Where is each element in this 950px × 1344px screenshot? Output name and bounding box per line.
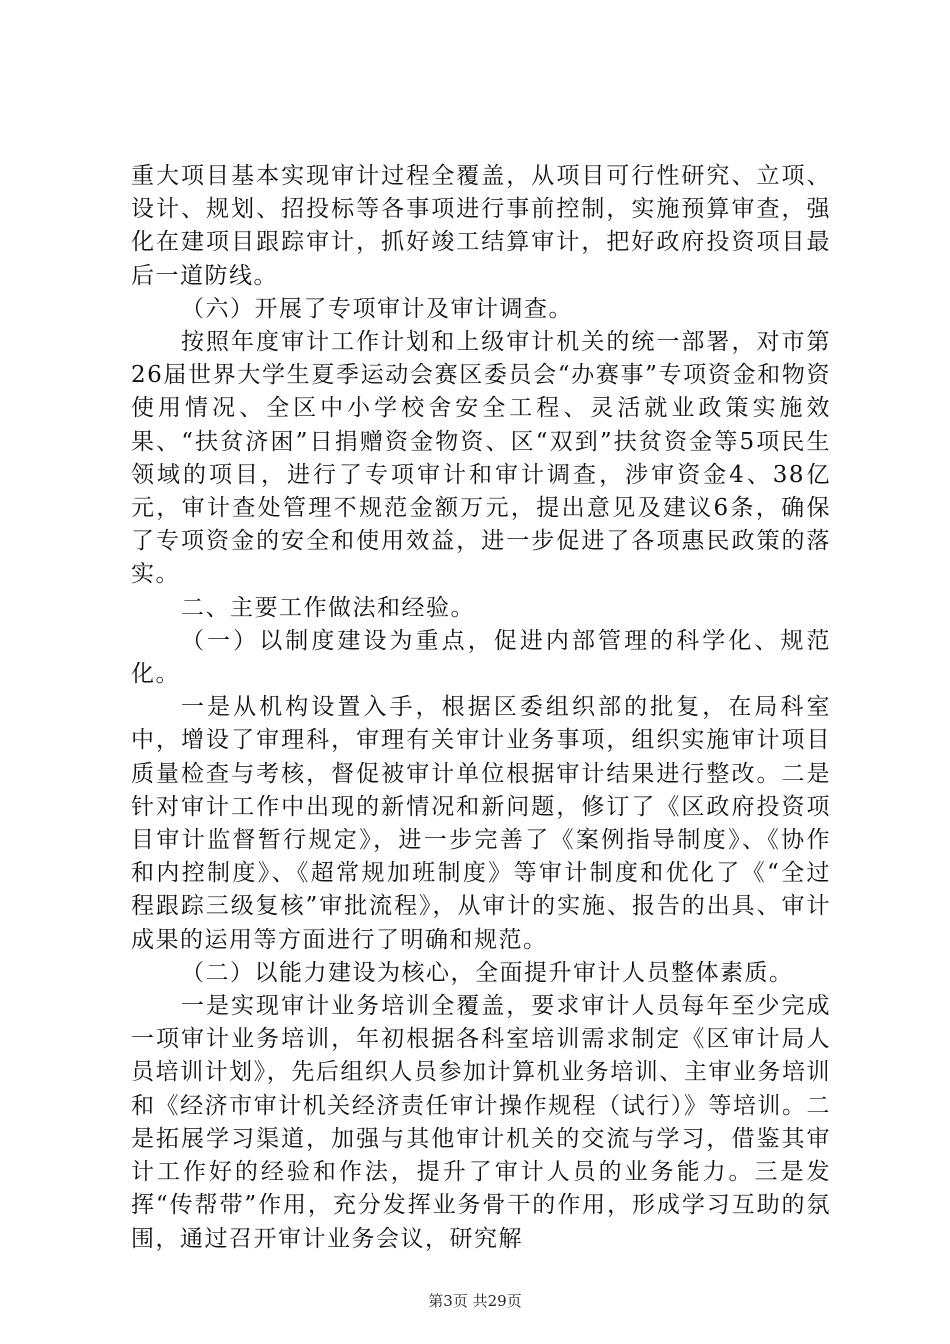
section-heading-special-audit: （六）开展了专项审计及审计调查。: [181, 295, 573, 322]
subsection-heading-capability: （二）以能力建设为核心，全面提升审计人员整体素质。: [181, 959, 794, 986]
page-number-footer: 第3页 共29页: [428, 1292, 522, 1310]
paragraph-capability: 一是实现审计业务培训全覆盖，要求审计人员每年至少完成一项审计业务培训，年初根据各科室培训需求制定《区审计局人员培训计划》，先后组织人员参加计算机业务培训、主审业务培训和《经济市审计机关经济责任审计操作规程（试行）》等培训。二是拓展学习渠道，加强与其他审计机关的交流与学习，借鉴其审计工作好的经验和作法，提升了审计人员的业务能力。三是发挥“传帮带”作用，充分发挥业务骨干的作用，形成学习互助的氛围，通过召开审计业务会议，研究解: [131, 993, 831, 1252]
section-heading-main-practices: 二、主要工作做法和经验。: [181, 594, 475, 621]
subsection-heading-institution: （一）以制度建设为重点，促进内部管理的科学化、规范化。: [131, 627, 831, 688]
paragraph-special-audit: 按照年度审计工作计划和上级审计机关的统一部署，对市第26届世界大学生夏季运动会赛区委员会“办赛事”专项资金和物资使用情况、全区中小学校舍安全工程、灵活就业政策实施效果、“扶贫济困”日捐赠资金物资、区“双到”扶贫资金等5项民生领域的项目，进行了专项审计和审计调查，涉审资金4、38亿元，审计查处管理不规范金额万元，提出意见及建议6条，确保了专项资金的安全和使用效益，进一步促进了各项惠民政策的落实。: [131, 329, 831, 588]
document-body: [131, 160, 831, 1256]
paragraph-continuation: 重大项目基本实现审计过程全覆盖，从项目可行性研究、立项、设计、规划、招投标等各事项进行事前控制，实施预算审查，强化在建项目跟踪审计，抓好竣工结算审计，把好政府投资项目最后一道防线。: [131, 163, 831, 289]
paragraph-institution: 一是从机构设置入手，根据区委组织部的批复，在局科室中，增设了审理科，审理有关审计业务事项，组织实施审计项目质量检查与考核，督促被审计单位根据审计结果进行整改。二是针对审计工作中出现的新情况和新问题，修订了《区政府投资项目审计监督暂行规定》，进一步完善了《案例指导制度》、《协作和内控制度》、《超常规加班制度》等审计制度和优化了《“全过程跟踪三级复核”审批流程》，从审计的实施、报告的出具、审计成果的运用等方面进行了明确和规范。: [131, 694, 831, 953]
